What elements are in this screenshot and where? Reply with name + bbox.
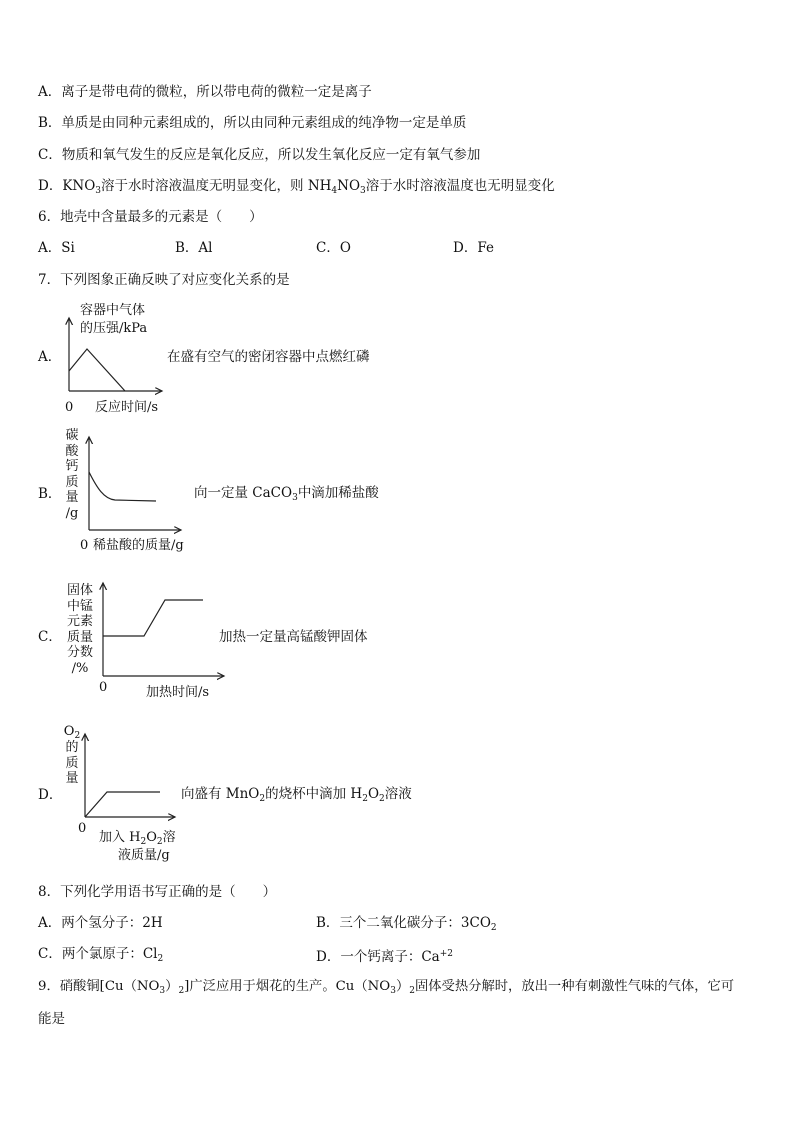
q7-a-letter: A．: [38, 349, 62, 365]
q7-c-ylabel-char-0: 固体: [66, 583, 93, 598]
q7-b-curve: [89, 472, 156, 501]
q7-b-ylabel-char-4: 量: [65, 490, 79, 505]
q9-line-1: 9．硝酸铜$[Cu(NO_3)_2]$广泛应用于烟花的生产。$Cu(NO_3)_2$固体受热分解时，放出一种有刺激性气味的气体，它可: [38, 979, 735, 996]
q7-a-origin: 0: [65, 400, 74, 415]
q7-c-ylabel-char-4: 分数: [66, 645, 93, 660]
q5-option-a: A．离子是带电荷的微粒，所以带电荷的微粒一定是离子: [38, 84, 372, 100]
q7-d-ylabel-char-2: 量: [65, 771, 79, 786]
q7-a-xlabel: 反应时间/s: [95, 400, 159, 415]
q7-d-axes: [85, 734, 175, 817]
q6-stem: 6．地壳中含量最多的元素是（ ）: [38, 209, 263, 225]
q7-d-letter: D．: [38, 787, 63, 803]
q8-option-c: C．两个氯原子：$Cl_2$: [38, 946, 164, 964]
q7-b-ylabel-char-3: 质: [65, 474, 79, 490]
q7-c-curve: [103, 600, 203, 636]
q7-d-ylabel-o2: $O_2$: [63, 724, 81, 741]
q5-option-d: D．$KNO_3$溶于水时溶液温度无明显变化，则 $NH_4NO_3$溶于水时溶液温度也无明显变化: [38, 178, 555, 196]
q7-a-description: 在盛有空气的密闭容器中点燃红磷: [167, 349, 370, 365]
q7-c-letter: C．: [38, 629, 62, 645]
q7-a-ylabel-1: 容器中气体: [80, 303, 146, 318]
q7-c-description: 加热一定量高锰酸钾固体: [219, 629, 368, 645]
q7-d-description: 向盛有 MnO$_2$的烧杯中滴加 $H_2O_2$溶液: [181, 786, 412, 804]
q7-a-curve: [69, 349, 125, 391]
q6-option-b: B．Al: [175, 240, 213, 256]
q7-b-xlabel: 稀盐酸的质量/g: [93, 538, 184, 553]
q7-d-xlabel-2: 液质量/g: [118, 848, 170, 863]
q6-option-c: C．O: [316, 240, 351, 256]
q6-option-a: A．Si: [38, 240, 75, 256]
q7-b-ylabel-char-5: /g: [65, 505, 79, 521]
q7-b-axes: [89, 437, 181, 530]
q7-c-axes: [103, 583, 224, 676]
q7-b-ylabel-char-2: 钙: [65, 459, 79, 474]
q8-option-b: B．三个二氧化碳分子：$3CO_2$: [316, 915, 497, 933]
q7-b-ylabel-char-0: 碳: [65, 428, 79, 443]
q7-b-letter: B．: [38, 486, 62, 502]
q6-option-d: D．Fe: [453, 240, 494, 256]
q7-b-origin: 0: [80, 538, 89, 553]
q7-d-ylabel-char-0: 的: [65, 740, 79, 755]
q8-stem: 8．下列化学用语书写正确的是（ ）: [38, 884, 277, 900]
q8-option-a: A．两个氢分子：2H: [38, 915, 163, 931]
q7-b-description: 向一定量 CaCO$_3$中滴加稀盐酸: [194, 485, 379, 503]
q7-c-ylabel-char-3: 质量: [66, 629, 93, 645]
q7-c-ylabel-char-5: /%: [71, 660, 89, 676]
q7-d-curve: [85, 792, 160, 817]
q7-c-origin: 0: [99, 680, 108, 695]
q7-d-origin: 0: [78, 821, 87, 836]
q7-b-ylabel-char-1: 酸: [65, 443, 79, 459]
q5-option-c: C．物质和氧气发生的反应是氧化反应，所以发生氧化反应一定有氧气参加: [38, 147, 481, 163]
q7-d-ylabel-char-1: 质: [65, 755, 79, 771]
q8-option-d: D．一个钙离子：$Ca^{+2}$: [316, 949, 453, 965]
q7-c-ylabel-char-2: 元素: [66, 614, 93, 629]
q7-d-xlabel-1: 加入 $H_2O_2$溶: [99, 830, 176, 847]
q5-option-b: B．单质是由同种元素组成的，所以由同种元素组成的纯净物一定是单质: [38, 115, 467, 131]
q7-stem: 7．下列图象正确反映了对应变化关系的是: [38, 272, 290, 288]
q7-a-ylabel-2: 的压强/kPa: [80, 321, 148, 336]
q7-c-ylabel-char-1: 中锰: [66, 598, 93, 614]
q9-line-2: 能是: [38, 1011, 65, 1027]
q7-c-xlabel: 加热时间/s: [146, 685, 210, 700]
